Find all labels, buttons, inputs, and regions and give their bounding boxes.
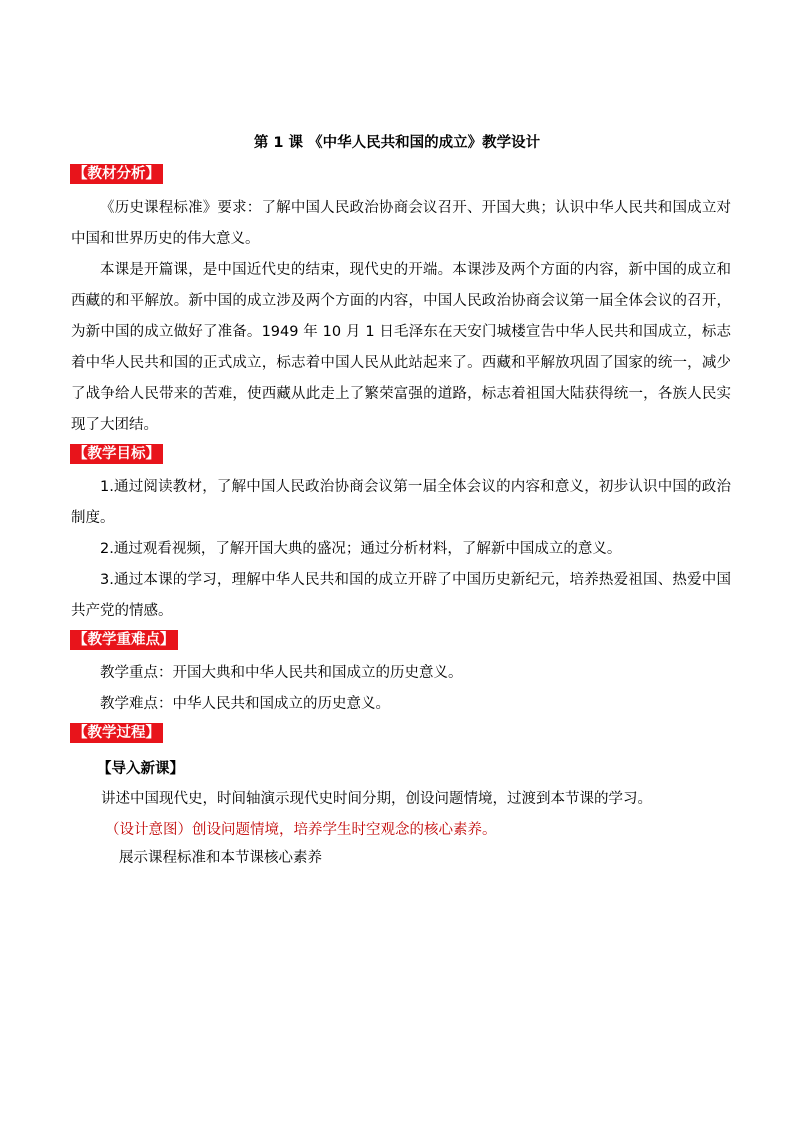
goal-item-2: 2.通过观看视频，了解开国大典的盛况；通过分析材料，了解新中国成立的意义。 bbox=[100, 541, 622, 557]
goal-item-3: 3.通过本课的学习，理解中华人民共和国的成立开辟了中国历史新纪元，培养热爱祖国、热爱中国共产党的情感。 bbox=[71, 572, 731, 619]
page-title: 第 1 课 《中华人民共和国的成立》教学设计 bbox=[253, 135, 541, 151]
section-heading-analysis: 【教材分析】 bbox=[70, 164, 163, 184]
design-intent bbox=[105, 818, 497, 842]
sub-heading-intro: 【导入新课】 bbox=[97, 761, 184, 777]
intro-text: 讲述中国现代史，时间轴演示现代史时间分期，创设问题情境，过渡到本节课的学习。 bbox=[101, 791, 652, 807]
analysis-paragraph-2: 本课是开篇课，是中国近代史的结束，现代史的开端。本课涉及两个方面的内容，新中国的成立和西藏的和平解放。新中国的成立涉及两个方面的内容，中国人民政治协商会议第一届全体会议的召开，为新中国的成立做好了准备。1949 年 10 月 1 日毛泽东在天安门城楼宣告中华人民共和国成立，标志着中华人民共和国的正式成立，标志着中国人民从此站起来了。西藏和平解放巩固了国家的统一，减少了战争给人民带来的苦难，使西藏从此走上了繁荣富强的道路，标志着祖国大陆获得统一，各族人民实现了大团结。 bbox=[71, 262, 731, 433]
goal-item-1: 1.通过阅读教材，了解中国人民政治协商会议第一届全体会议的内容和意义，初步认识中国的政治制度。 bbox=[71, 479, 731, 526]
section-heading-process: 【教学过程】 bbox=[70, 723, 163, 743]
section-heading-goals: 【教学目标】 bbox=[70, 444, 163, 464]
design-intent-label: （设计意图） bbox=[105, 822, 192, 838]
teaching-focus: 教学重点：开国大典和中华人民共和国成立的历史意义。 bbox=[100, 665, 463, 681]
section-heading-key-points: 【教学重难点】 bbox=[70, 630, 178, 650]
show-standards-text: 展示课程标准和本节课核心素养 bbox=[119, 850, 322, 866]
teaching-difficulty: 教学难点：中华人民共和国成立的历史意义。 bbox=[100, 696, 390, 712]
analysis-paragraph-1: 《历史课程标准》要求：了解中国人民政治协商会议召开、开国大典；认识中华人民共和国成立对中国和世界历史的伟大意义。 bbox=[71, 200, 731, 247]
design-intent-text: 创设问题情境，培养学生时空观念的核心素养。 bbox=[192, 822, 497, 838]
